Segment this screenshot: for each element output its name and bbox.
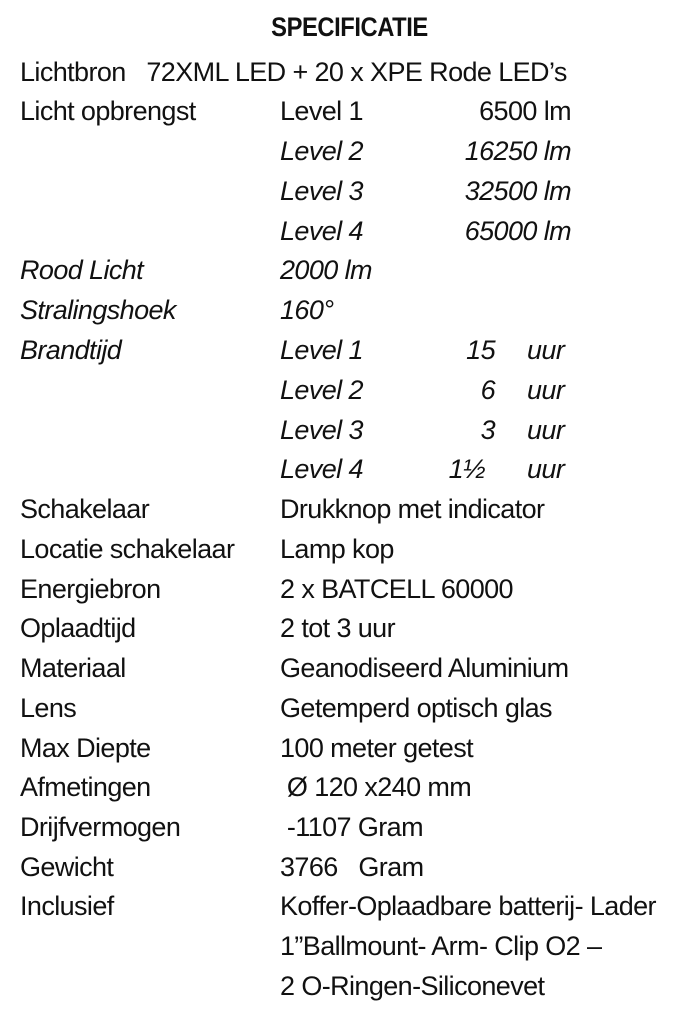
spec-row-rood-licht xyxy=(0,250,699,290)
spec-value: Getemperd optisch glas xyxy=(280,693,552,723)
spec-row-drijfvermogen xyxy=(0,807,699,847)
lichtbron-text: Lichtbron 72XML LED + 20 x XPE Rode LED’s xyxy=(20,57,567,87)
spec-value: 1”Ballmount- Arm- Clip O2 – xyxy=(280,931,602,961)
spec-value: 100 meter getest xyxy=(280,733,474,763)
level-label: Level 1 xyxy=(280,96,363,126)
spec-row-licht-opbrengst-1 xyxy=(0,91,699,131)
spec-row-inclusief-3 xyxy=(0,966,699,1006)
spec-label: Max Diepte xyxy=(20,733,151,763)
spec-row-afmetingen xyxy=(0,767,699,807)
spec-value: 2 tot 3 uur xyxy=(280,613,395,643)
spec-label: Materiaal xyxy=(20,653,126,683)
spec-value: Geanodiseerd Aluminium xyxy=(280,653,569,683)
hours-unit: uur xyxy=(527,375,565,405)
lumen-value: 16250 lm xyxy=(464,136,571,166)
spec-row-lens xyxy=(0,688,699,728)
spec-row-brandtijd-4 xyxy=(0,449,699,489)
hours-unit: uur xyxy=(527,454,565,484)
spec-label: Oplaadtijd xyxy=(20,613,136,643)
spec-label: Energiebron xyxy=(20,574,161,604)
spec-row-max-diepte xyxy=(0,728,699,768)
level-label: Level 2 xyxy=(280,136,363,166)
spec-row-energiebron xyxy=(0,569,699,609)
spec-row-lichtbron xyxy=(0,52,699,92)
spec-row-gewicht xyxy=(0,847,699,887)
spec-label: Afmetingen xyxy=(20,772,151,802)
spec-label: Inclusief xyxy=(20,891,114,921)
hours-value: 15 xyxy=(466,335,495,365)
hours-value: 6 xyxy=(480,375,495,405)
spec-value: Lamp kop xyxy=(280,534,394,564)
page-title: SPECIFICATIE xyxy=(271,12,428,42)
spec-value: Drukknop met indicator xyxy=(280,494,545,524)
spec-row-licht-opbrengst-3 xyxy=(0,171,699,211)
lumen-value: 65000 lm xyxy=(464,216,571,246)
spec-row-stralingshoek xyxy=(0,290,699,330)
level-label: Level 3 xyxy=(280,176,363,206)
spec-label: Drijfvermogen xyxy=(20,812,181,842)
spec-value: 2 O-Ringen-Siliconevet xyxy=(280,971,545,1001)
lumen-value: 6500 lm xyxy=(479,96,571,126)
spec-row-inclusief-1 xyxy=(0,886,699,926)
hours-value: 3 xyxy=(480,415,495,445)
spec-label: Lens xyxy=(20,693,77,723)
spec-row-licht-opbrengst-4 xyxy=(0,211,699,251)
spec-label: Rood Licht xyxy=(20,255,144,285)
hours-value: 1½ xyxy=(448,454,485,484)
spec-value: 2000 lm xyxy=(280,255,372,285)
level-label: Level 2 xyxy=(280,375,363,405)
spec-label: Licht opbrengst xyxy=(20,96,196,126)
spec-row-licht-opbrengst-2 xyxy=(0,131,699,171)
spec-value: Koffer-Oplaadbare batterij- Lader xyxy=(280,891,656,921)
lumen-value: 32500 lm xyxy=(464,176,571,206)
spec-row-materiaal xyxy=(0,648,699,688)
spec-row-locatie-schakelaar xyxy=(0,529,699,569)
hours-unit: uur xyxy=(527,415,565,445)
spec-value: Ø 120 x240 mm xyxy=(280,772,472,802)
spec-row-brandtijd-1 xyxy=(0,330,699,370)
spec-row-inclusief-2 xyxy=(0,926,699,966)
spec-label: Schakelaar xyxy=(20,494,150,524)
spec-label: Locatie schakelaar xyxy=(20,534,235,564)
hours-unit: uur xyxy=(527,335,565,365)
spec-row-brandtijd-3 xyxy=(0,410,699,450)
spec-row-oplaadtijd xyxy=(0,608,699,648)
spec-value: 3766 Gram xyxy=(280,852,424,882)
spec-label: Gewicht xyxy=(20,852,114,882)
spec-row-schakelaar xyxy=(0,489,699,529)
level-label: Level 4 xyxy=(280,454,363,484)
level-label: Level 3 xyxy=(280,415,363,445)
level-label: Level 4 xyxy=(280,216,363,246)
spec-row-brandtijd-2 xyxy=(0,370,699,410)
spec-value: 2 x BATCELL 60000 xyxy=(280,574,513,604)
spec-value: -1107 Gram xyxy=(280,812,423,842)
level-label: Level 1 xyxy=(280,335,363,365)
spec-label: Brandtijd xyxy=(20,335,122,365)
spec-label: Stralingshoek xyxy=(20,295,176,325)
spec-value: 160° xyxy=(280,295,334,325)
